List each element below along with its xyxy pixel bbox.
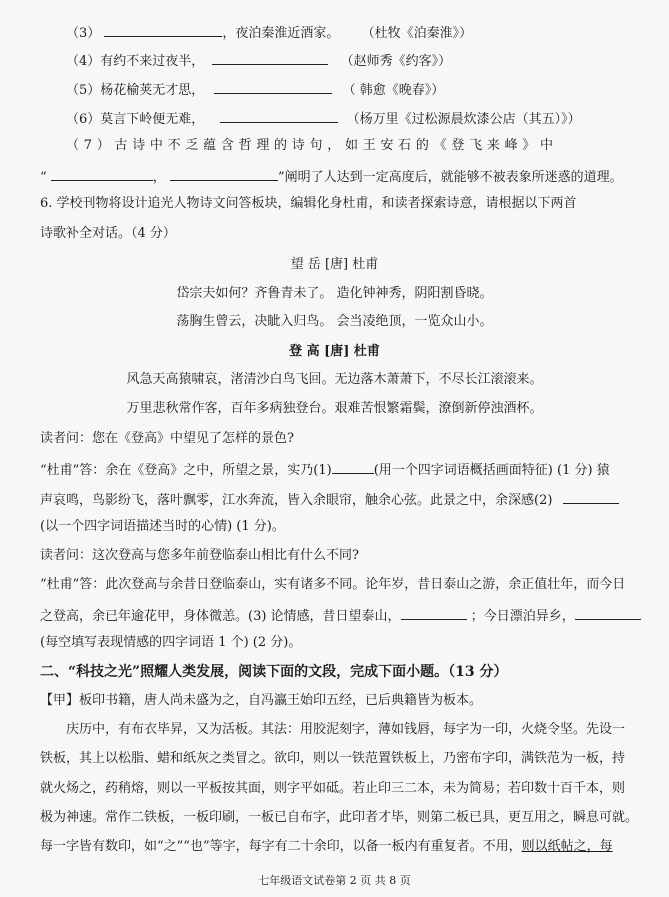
passage-line-5a: 每一字皆有数印，如“之”“也”等字，每字有二十余印，以备一板内有重复者。不用， — [40, 839, 522, 854]
question-4 — [66, 50, 451, 71]
q3-source: （杜牧《泊秦淮》） — [361, 26, 473, 41]
blank-2[interactable] — [563, 489, 619, 504]
passage-jia-intro: 【甲】板印书籍，唐人尚未盛为之，自冯瀛王始印五经，已后典籍皆为板本。 — [40, 693, 483, 708]
page-footer: 七年级语文试卷第 2 页 共 8 页 — [258, 874, 411, 887]
q5-blank[interactable] — [214, 79, 332, 94]
passage-line-2: 铁板，其上以松脂、蜡和纸灰之类冒之。欲印，则以一铁范置铁板上，乃密布字印，满铁范为一板，持 — [40, 751, 626, 766]
passage-line-3: 就火炀之，药稍熔，则以一平板按其面，则字平如砥。若止印三二本，未为简易；若印数十百千本，则 — [40, 781, 626, 796]
section2-title: 二、“科技之光”照耀人类发展，阅读下面的文段，完成下面小题。（13 分） — [40, 664, 508, 680]
q3-text: ，夜泊秦淮近酒家。 — [222, 26, 340, 41]
blank-3a[interactable] — [401, 605, 467, 620]
q7-blank-1[interactable] — [51, 166, 153, 181]
reader-question-2: 读者问：这次登高与您多年前登临泰山相比有什么不同? — [40, 548, 359, 563]
q5-source: （ 韩愈《晚春》） — [342, 83, 445, 98]
answer2-text-c: ；今日漂泊异乡， — [470, 609, 575, 624]
q7-open-quote: “ — [40, 170, 47, 185]
q3-blank[interactable] — [104, 22, 222, 37]
q4-blank[interactable] — [212, 50, 328, 65]
blank-3b[interactable] — [575, 605, 641, 620]
passage-line-4: 极为神速。常作二铁板，一板印刷，一板已自布字，此印者才毕，则第二板已具，更互用之，瞬息可就。 — [40, 810, 639, 825]
q5-text: 杨花榆荚无才思， — [100, 83, 205, 98]
dufu-answer-2b — [40, 605, 641, 626]
dufu-answer-1b — [40, 489, 619, 510]
q6-text: 莫言下岭便无难， — [100, 112, 205, 127]
answer2-text-a: “杜甫”答：此次登高与余昔日登临泰山，实有诸多不同。论年岁，昔日泰山之游，余正值壮年，而今日 — [40, 577, 626, 592]
q6-blank[interactable] — [220, 108, 338, 123]
answer1-text-c: 声哀鸣，鸟影纷飞，落叶飘零，江水奔流，皆入余眼帘，触余心弦。此景之中，余深感(2) — [40, 493, 553, 508]
question-6 — [66, 108, 581, 129]
answer2-text-b: 之登高，余已年逾花甲，身体微恙。(3) 论情感，昔日望泰山， — [40, 609, 401, 624]
passage-line-1: 庆历中，有布衣毕昇，又为活板。其法：用胶泥刻字，薄如钱唇，每字为一印，火烧令坚。先设一 — [66, 722, 626, 737]
answer1-text-b: (用一个四字词语概括画面特征) (1 分) 猿 — [373, 463, 610, 478]
poem1-line2: 荡胸生曾云，决眦入归鸟。 会当凌绝顶，一览众山小。 — [176, 314, 493, 329]
q7-line2 — [40, 166, 623, 187]
dufu-answer-1a — [40, 459, 610, 480]
q6-number: （6） — [66, 112, 101, 127]
q7-blank-2[interactable] — [170, 166, 278, 181]
answer1-text-a: “杜甫”答：余在《登高》之中，所望之景，实乃(1) — [40, 463, 332, 478]
reader-question-1: 读者问：您在《登高》中望见了怎样的景色? — [40, 431, 294, 446]
answer2-text-d: (每空填写表现情感的四字词语 1 个) (2 分)。 — [40, 635, 302, 650]
passage-line-5 — [40, 838, 613, 856]
q6main-line1: 6. 学校刊物将设计追光人物诗文问答板块，编辑化身杜甫，和读者探索诗意，请根据以下两首 — [40, 196, 577, 211]
q7-comma: ， — [152, 170, 166, 185]
answer1-text-d: (以一个四字词语描述当时的心情) (1 分)。 — [40, 519, 285, 534]
passage-line-5b-underlined: 则以纸帖之，每 — [521, 839, 613, 854]
q4-source: （赵师秀《约客》） — [340, 54, 452, 69]
poem1-title: 望 岳 [唐] 杜甫 — [290, 257, 379, 272]
q4-text: 有约不来过夜半， — [100, 54, 205, 69]
q4-number: （4） — [66, 54, 101, 69]
blank-1[interactable] — [332, 459, 374, 474]
poem2-line2: 万里悲秋常作客，百年多病独登台。艰难苦恨繁霜鬓，潦倒新停浊酒杯。 — [126, 401, 543, 416]
question-5 — [66, 79, 444, 100]
q7-rest: ”阐明了人达到一定高度后，就能够不被表象所迷惑的道理。 — [277, 170, 623, 185]
q5-number: （5） — [66, 83, 101, 98]
q7-line1: （ 7 ） 古 诗 中 不 乏 蕴 含 哲 理 的 诗 句 ， 如 王 安 石 的 《 登 飞 来 峰 》 中 — [66, 138, 554, 153]
q6main-line2: 诗歌补全对话。（4 分） — [40, 226, 176, 241]
q6-source: （杨万里《过松源晨炊漆公店（其五）》） — [346, 112, 581, 127]
poem1-line1: 岱宗夫如何？齐鲁青未了。 造化钟神秀，阴阳割昏晓。 — [176, 286, 493, 301]
q3-number: （3） — [66, 26, 101, 41]
question-3 — [66, 22, 472, 43]
poem2-line1: 风急天高猿啸哀，渚清沙白鸟飞回。无边落木萧萧下，不尽长江滚滚来。 — [126, 372, 543, 387]
poem2-title: 登 高 [唐] 杜甫 — [289, 344, 380, 359]
